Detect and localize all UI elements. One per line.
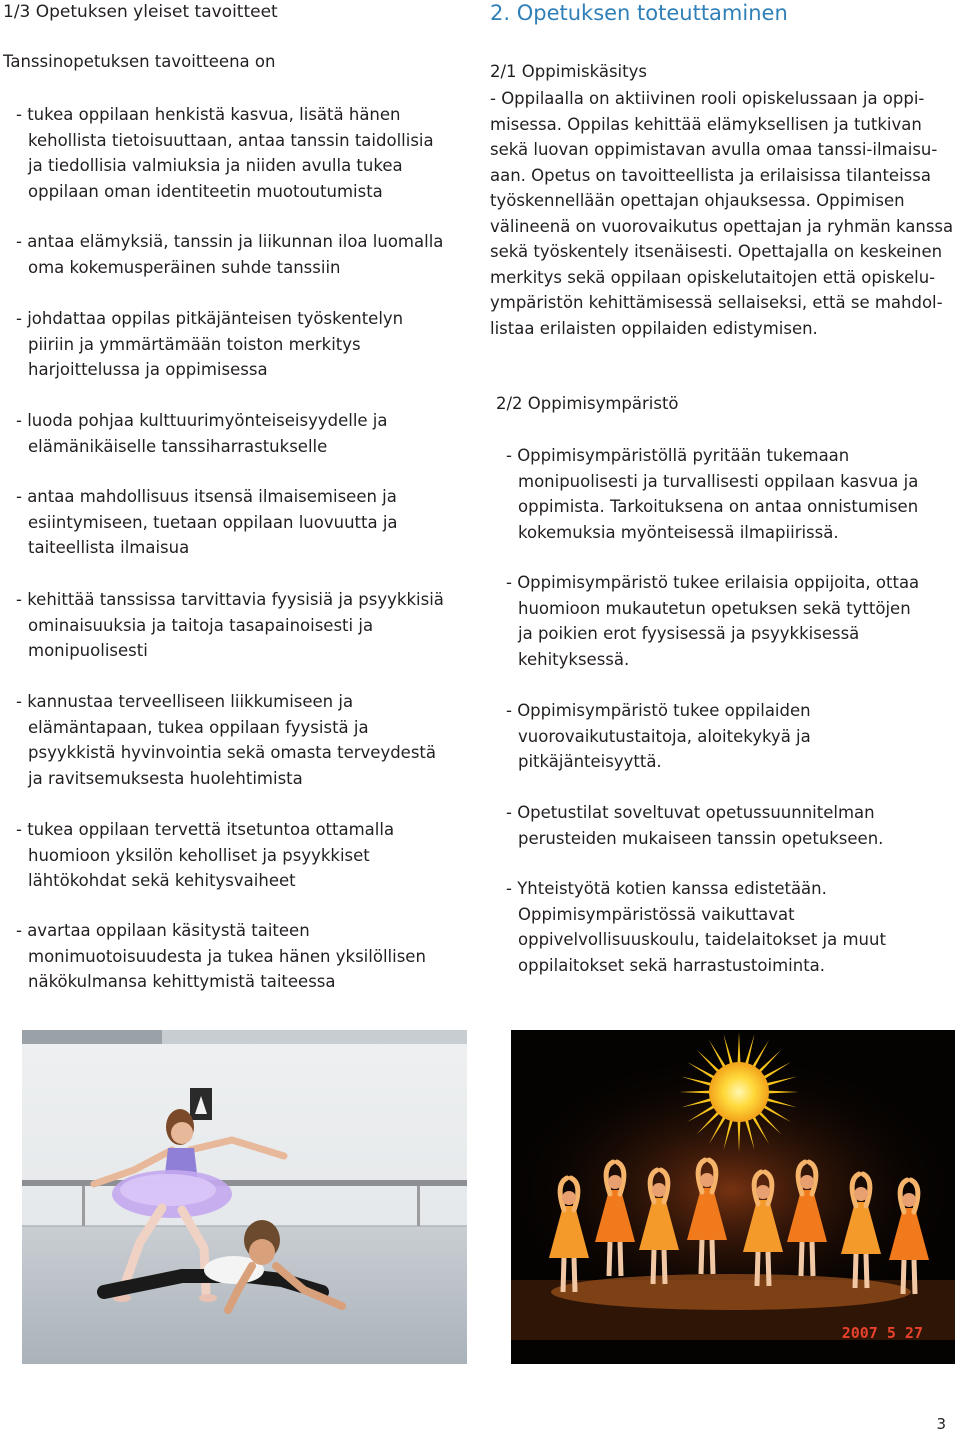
environment-item-line: oppilaitokset sekä harrastustoiminta. <box>518 955 826 975</box>
goal-item-line: oma kokemusperäinen suhde tanssiin <box>28 257 341 277</box>
goal-item-line: - johdattaa oppilas pitkäjänteisen työskentelyn <box>16 309 404 328</box>
photo-stage-performance <box>511 1030 955 1364</box>
environment-item-line: kehityksessä. <box>518 649 630 669</box>
paragraph-line: aan. Opetus on tavoitteellista ja erilaisissa tilanteissa <box>490 165 931 185</box>
environment-item-line: - Oppimisympäristöllä pyritään tukemaan <box>506 446 850 465</box>
goal-item-line: - tukea oppilaan tervettä itsetuntoa ottamalla <box>16 820 395 839</box>
goal-item-line: - avartaa oppilaan käsitystä taiteen <box>16 921 310 940</box>
goal-item-line: - kannustaa terveelliseen liikkumiseen ja <box>16 692 354 711</box>
section-title-goals: 1/3 Opetuksen yleiset tavoitteet <box>3 2 278 22</box>
goal-item <box>16 918 426 995</box>
environment-item <box>506 800 883 851</box>
goal-item-line: - kehittää tanssissa tarvittavia fyysisiä ja psyykkisiä <box>16 590 444 609</box>
environment-item <box>506 698 811 775</box>
paragraph-line: merkitys sekä oppilaan opiskelutaitojen että opiskelu- <box>490 267 936 287</box>
environment-item-line: perusteiden mukaiseen tanssin opetukseen. <box>518 828 884 848</box>
goal-item-line: oppilaan oman identiteetin muotoutumista <box>28 181 383 201</box>
environment-item-line: monipuolisesti ja turvallisesti oppilaan kasvua ja <box>518 471 919 491</box>
subsection-title-learning-concept: 2/1 Oppimiskäsitys <box>490 62 647 81</box>
environment-item-line: oppivelvollisuuskoulu, taidelaitokset ja muut <box>518 930 886 950</box>
goal-item-line: ominaisuuksia ja taitoja tasapainoisesti ja <box>28 615 374 635</box>
goal-item-line: näkökulmansa kehittymistä taiteessa <box>28 972 336 992</box>
environment-item <box>506 876 886 978</box>
environment-item-line: huomioon mukautetun opetuksen sekä tyttöjen <box>518 598 911 618</box>
paragraph-line: sekä luovan oppimistavan avulla omaa tanssi-ilmaisu- <box>490 140 938 159</box>
environment-item-line: - Oppimisympäristö tukee oppilaiden <box>506 701 811 720</box>
paragraph-line: välineenä on vuorovaikutus opettajan ja ryhmän kanssa <box>490 216 954 236</box>
goal-item <box>16 817 394 894</box>
goal-item <box>16 408 388 459</box>
photo-ballet-studio <box>22 1030 467 1364</box>
page-number: 3 <box>936 1415 946 1433</box>
environment-item-line: - Opetustilat soveltuvat opetussuunnitelman <box>506 803 875 822</box>
goal-item-line: - antaa mahdollisuus itsensä ilmaisemiseen ja <box>16 487 397 506</box>
goal-item <box>16 484 398 561</box>
learning-concept-paragraph <box>490 86 953 341</box>
goal-item-line: lähtökohdat sekä kehitysvaiheet <box>28 871 296 891</box>
ballet-studio-illustration <box>22 1030 467 1364</box>
goal-item-line: kehollista tietoisuuttaan, antaa tanssin taidollisia <box>28 130 434 150</box>
goal-item <box>16 689 436 791</box>
paragraph-line: sekä työskentely itsenäisesti. Opettajalla on keskeinen <box>490 242 943 261</box>
environment-item-line: oppimista. Tarkoituksena on antaa onnistumisen <box>518 497 919 517</box>
goal-item <box>16 102 434 204</box>
goal-item-line: taiteellista ilmaisua <box>28 538 190 558</box>
paragraph-line: listaa erilaisten oppilaiden edistymisen. <box>490 318 818 338</box>
goal-item-line: - luoda pohjaa kulttuurimyönteiseisyydelle ja <box>16 411 388 430</box>
ballet-barre <box>22 1180 467 1186</box>
goal-item-line: ja ravitsemuksesta huolehtimista <box>28 768 303 788</box>
goal-item-line: esiintymiseen, tuetaan oppilaan luovuutta ja <box>28 512 398 532</box>
goal-item-line: - tukea oppilaan henkistä kasvua, lisätä hänen <box>16 105 401 124</box>
goal-item-line: elämänikäiselle tanssiharrastukselle <box>28 436 328 456</box>
goal-item-line: psyykkistä hyvinvointia sekä omasta terveydestä <box>28 743 437 763</box>
goal-item-line: piiriin ja ymmärtämään toiston merkitys <box>28 334 361 354</box>
photo-date-stamp: 2007 5 27 <box>841 1324 923 1342</box>
goal-item-line: harjoittelussa ja oppimisessa <box>28 360 268 380</box>
environment-item <box>506 443 918 545</box>
goal-item-line: - antaa elämyksiä, tanssin ja liikunnan iloa luomalla <box>16 232 444 251</box>
environment-item-line: - Oppimisympäristö tukee erilaisia oppijoita, ottaa <box>506 573 920 592</box>
environment-item-line: Oppimisympäristössä vaikuttavat <box>518 904 795 924</box>
paragraph-line: ympäristön kehittämisessä sellaiseksi, että se mahdol- <box>490 293 943 312</box>
goal-item <box>16 587 444 664</box>
goal-item-line: elämäntapaan, tukea oppilaan fyysistä ja <box>28 717 369 737</box>
paragraph-line: työskennellään opettajan ohjauksessa. Oppimisen <box>490 191 905 210</box>
goal-item-line: monipuolisesti <box>28 641 148 661</box>
environment-item-line: kokemuksia myönteisessä ilmapiirissä. <box>518 522 839 542</box>
environment-item-line: vuorovaikutustaitoja, aloitekykyä ja <box>518 726 811 746</box>
goal-item-line: huomioon yksilön keholliset ja psyykkiset <box>28 845 370 865</box>
environment-item <box>506 570 919 672</box>
goal-item-line: monimuotoisuudesta ja tukea hänen yksilöllisen <box>28 946 426 966</box>
goals-intro: Tanssinopetuksen tavoitteena on <box>3 52 276 71</box>
stage-performance-illustration <box>511 1030 955 1364</box>
paragraph-line: misessa. Oppilas kehittää elämyksellisen ja tutkivan <box>490 114 922 134</box>
paragraph-line: - Oppilaalla on aktiivinen rooli opiskelussaan ja oppi- <box>490 89 925 108</box>
goal-item-line: ja tiedollisia valmiuksia ja niiden avulla tukea <box>28 156 403 176</box>
environment-item-line: - Yhteistyötä kotien kanssa edistetään. <box>506 879 827 898</box>
section-title-implementation: 2. Opetuksen toteuttaminen <box>490 1 788 25</box>
environment-item-line: pitkäjänteisyyttä. <box>518 752 662 772</box>
environment-item-line: ja poikien erot fyysisessä ja psyykkisessä <box>518 624 860 644</box>
goal-item <box>16 229 443 280</box>
goal-item <box>16 306 403 383</box>
subsection-title-learning-environment: 2/2 Oppimisympäristö <box>496 394 679 413</box>
